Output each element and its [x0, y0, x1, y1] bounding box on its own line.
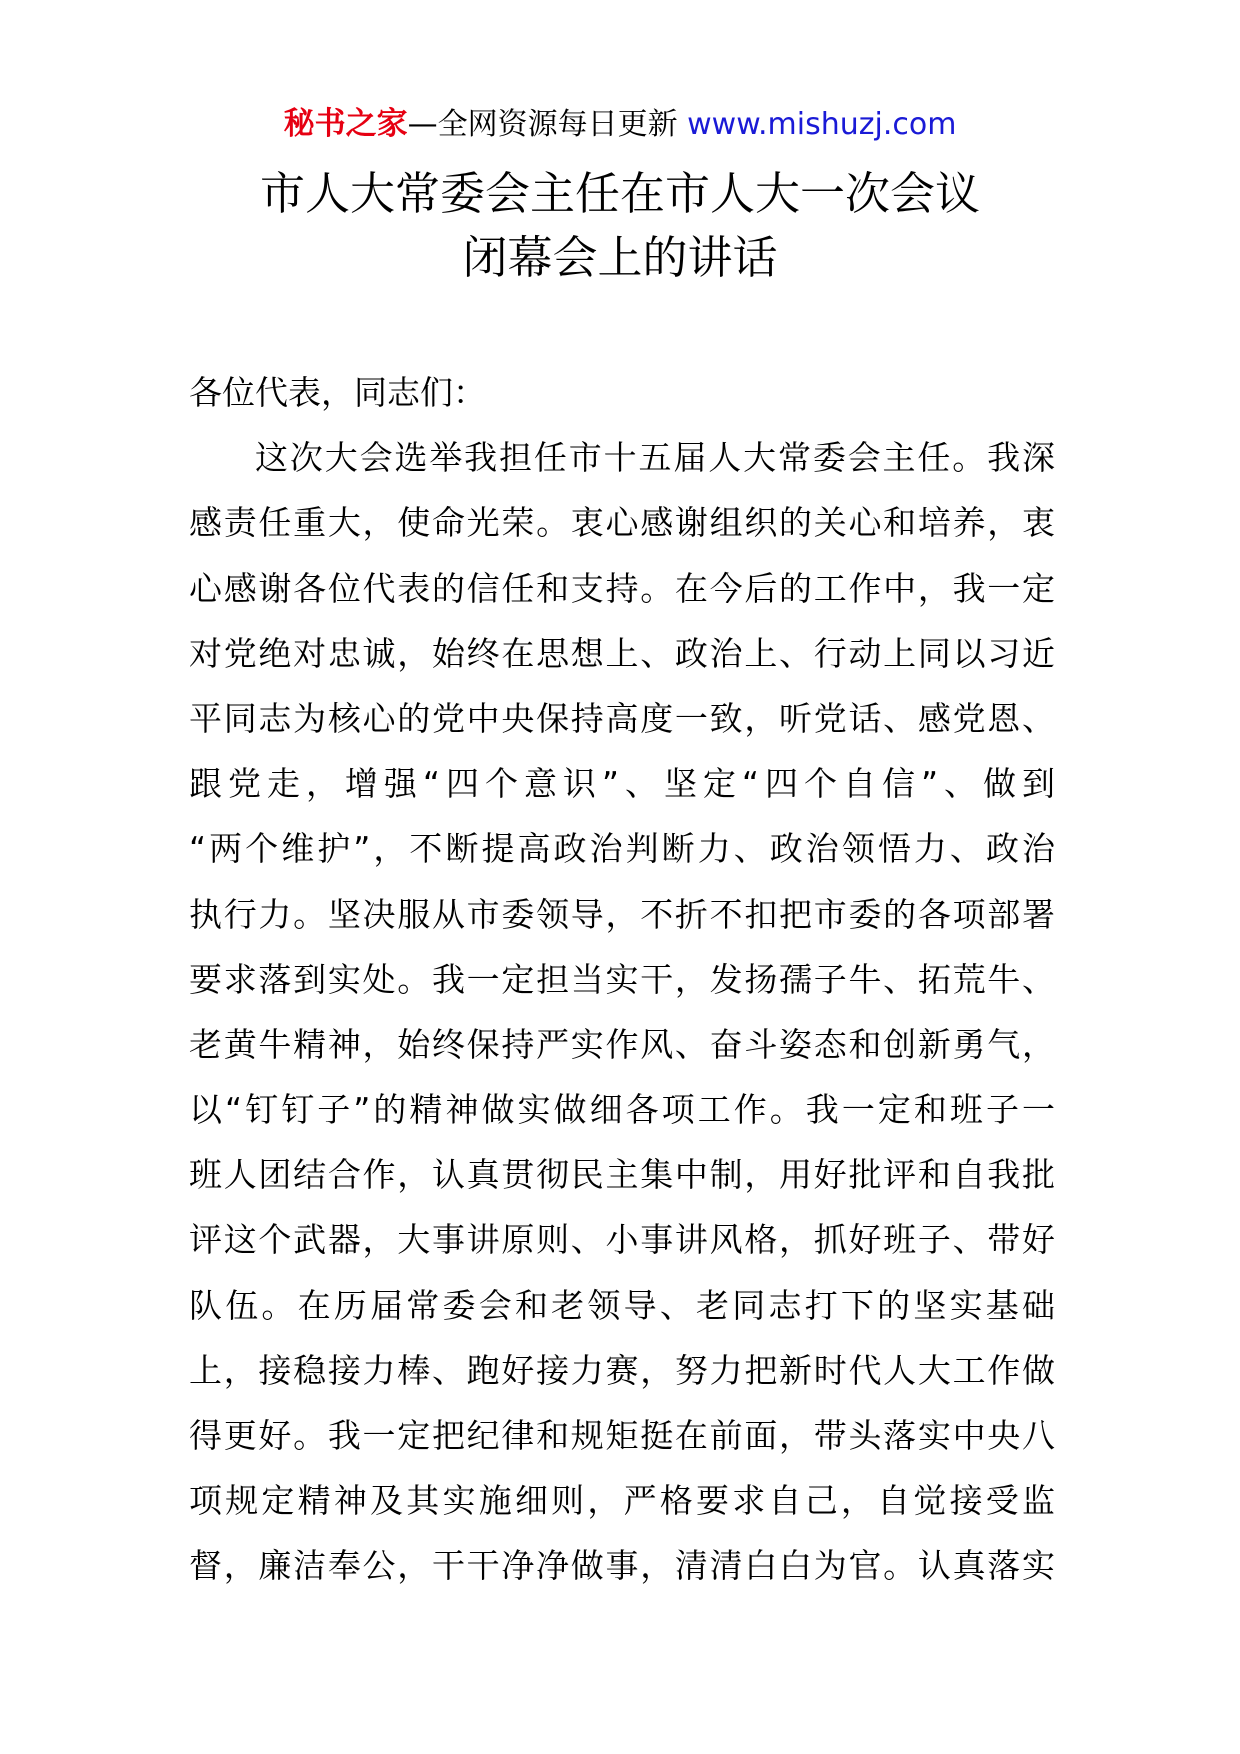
- document-title: [0, 162, 1240, 290]
- paragraph-line: 班人团结合作，认真贯彻民主集中制，用好批评和自我批: [189, 1155, 1055, 1195]
- title-line-2: 闭幕会上的讲话: [462, 231, 778, 284]
- paragraph-line: 评这个武器，大事讲原则、小事讲风格，抓好班子、带好: [189, 1220, 1055, 1260]
- paragraph-line: 感责任重大，使命光荣。衷心感谢组织的关心和培养，衷: [189, 503, 1055, 543]
- brand-slogan: —全网资源每日更新: [407, 107, 678, 142]
- document-body: [189, 360, 1055, 1599]
- paragraph-line: 上，接稳接力棒、跑好接力赛，努力把新时代人大工作做: [189, 1350, 1055, 1390]
- paragraph-line: 以“钉钉子”的精神做实做细各项工作。我一定和班子一: [189, 1090, 1055, 1130]
- paragraph-line: 督，廉洁奉公，干干净净做事，清清白白为官。认真落实: [189, 1546, 1055, 1586]
- paragraph-line: 跟党走，增强“四个意识”、坚定“四个自信”、做到: [189, 764, 1055, 804]
- paragraph-line: 得更好。我一定把纪律和规矩挺在前面，带头落实中央八: [189, 1416, 1055, 1455]
- salutation: 各位代表，同志们：: [189, 373, 486, 412]
- paragraph-line: 这次大会选举我担任市十五届人大常委会主任。我深: [255, 438, 1055, 478]
- paragraph-line: 要求落到实处。我一定担当实干，发扬孺子牛、拓荒牛、: [189, 959, 1055, 999]
- paragraph-line: 执行力。坚决服从市委领导，不折不扣把市委的各项部署: [189, 894, 1055, 934]
- paragraph-line: 队伍。在历届常委会和老领导、老同志打下的坚实基础: [189, 1285, 1055, 1325]
- title-line-1: 市人大常委会主任在市人大一次会议: [259, 167, 980, 220]
- paragraph-line: 老黄牛精神，始终保持严实作风、奋斗姿态和创新勇气，: [189, 1024, 1055, 1064]
- site-url[interactable]: www.mishuzj.com: [687, 107, 957, 142]
- brand-name: 秘书之家: [283, 106, 408, 142]
- paragraph-line: 对党绝对忠诚，始终在思想上、政治上、行动上同以习近: [189, 633, 1055, 673]
- paragraph-line: 项规定精神及其实施细则，严格要求自己，自觉接受监: [189, 1481, 1055, 1521]
- paragraph-line: “两个维护”，不断提高政治判断力、政治领悟力、政治: [189, 829, 1055, 869]
- paragraph-line: 心感谢各位代表的信任和支持。在今后的工作中，我一定: [189, 568, 1055, 608]
- site-header: [0, 100, 1240, 149]
- paragraph-line: 平同志为核心的党中央保持高度一致，听党话、感党恩、: [189, 698, 1055, 738]
